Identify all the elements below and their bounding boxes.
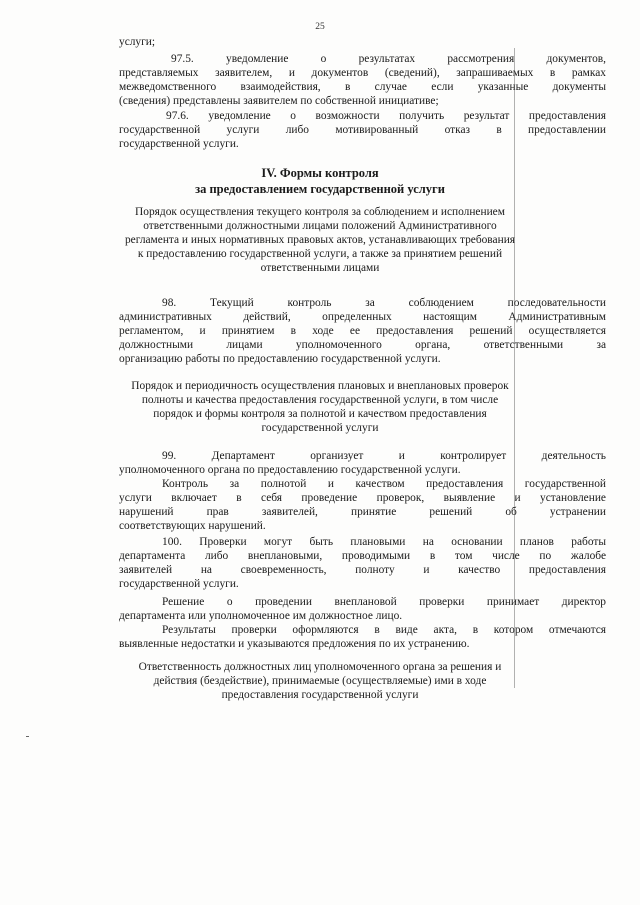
text-line: Результаты проверки оформляются в виде акта, в котором отмечаются [162, 624, 606, 636]
subheading-line: ответственными лицами [260, 262, 380, 274]
subheading-line: Ответственность должностных лиц уполномоченного органа за решения и [138, 661, 502, 673]
text-line: административных действий, определенных настоящим Административным [119, 311, 606, 323]
text-line: Контроль за полнотой и качеством предоставления государственной [162, 478, 606, 490]
text-line: государственной услуги. [119, 578, 239, 590]
text-line: регламентом, и принятием в ходе ее предоставления решений осуществляется [119, 325, 606, 337]
text-line: 100. Проверки могут быть плановыми на основании планов работы [162, 536, 606, 548]
text-line: Решение о проведении внеплановой проверки принимает директор [162, 596, 606, 608]
text-line: выявленные недостатки и указываются предложения по их устранению. [119, 638, 470, 650]
subheading-line: Порядок и периодичность осуществления плановых и внеплановых проверок [131, 380, 509, 392]
text-line: государственной услуги либо мотивированный отказ в предоставлении [119, 124, 606, 136]
section-heading: IV. Формы контроля [261, 166, 379, 180]
text-line: межведомственного взаимодействия, в случае если указанные документы [119, 81, 606, 93]
text-line: 97.5. уведомление о результатах рассмотрения документов, [171, 53, 606, 65]
text-line: государственной услуги. [119, 138, 239, 150]
subheading-line: государственной услуги [261, 422, 379, 434]
text-line: (сведения) представлены заявителем по собственной инициативе; [119, 95, 439, 107]
text-line: 97.6. уведомление о возможности получить результат предоставления [166, 110, 606, 122]
text-line: соответствующих нарушений. [119, 520, 266, 532]
text-line: заявителей на своевременность, полноту и качество предоставления [119, 564, 606, 576]
scan-fold-line [514, 48, 515, 688]
subheading-line: ответственными должностными лицами положений Административного [143, 220, 497, 232]
section-heading-sub: за предоставлением государственной услуги [195, 182, 445, 196]
text-line: 99. Департамент организует и контролирует деятельность [162, 450, 606, 462]
text-line: услуги включает в себя проведение проверок, выявление и установление [119, 492, 606, 504]
text-line: 98. Текущий контроль за соблюдением последовательности [162, 297, 606, 309]
subheading-line: предоставления государственной услуги [221, 689, 419, 701]
subheading-line: полноты и качества предоставления государственной услуги, в том числе [141, 394, 499, 406]
text-line: нарушений прав заявителей, принятие решений об устранении [119, 506, 606, 518]
text-line: услуги; [119, 36, 156, 48]
subheading-line: действия (бездействие), принимаемые (осуществляемые) ими в ходе [153, 675, 487, 687]
subheading-line: Порядок осуществления текущего контроля за соблюдением и исполнением [135, 206, 505, 218]
subheading-line: к предоставлению государственной услуги, а также за принятием решений [137, 248, 503, 260]
text-line: должностными лицами уполномоченного органа, ответственными за [119, 339, 606, 351]
text-line: представляемых заявителем, и документов (сведений), запрашиваемых в рамках [119, 67, 606, 79]
text-line: организацию работы по предоставлению государственной услуги. [119, 353, 441, 365]
subheading-line: регламента и иных нормативных правовых актов, устанавливающих требования [124, 234, 516, 246]
page-number: 25 [315, 22, 325, 32]
subheading-line: порядок и формы контроля за полнотой и качеством предоставления [153, 408, 487, 420]
scan-speck [26, 736, 29, 737]
text-line: департамента или уполномоченное им должностное лицо. [119, 610, 403, 622]
text-line: уполномоченного органа по предоставлению государственной услуги. [119, 464, 461, 476]
text-line: департамента либо внеплановыми, проводимыми в том числе по жалобе [119, 550, 606, 562]
